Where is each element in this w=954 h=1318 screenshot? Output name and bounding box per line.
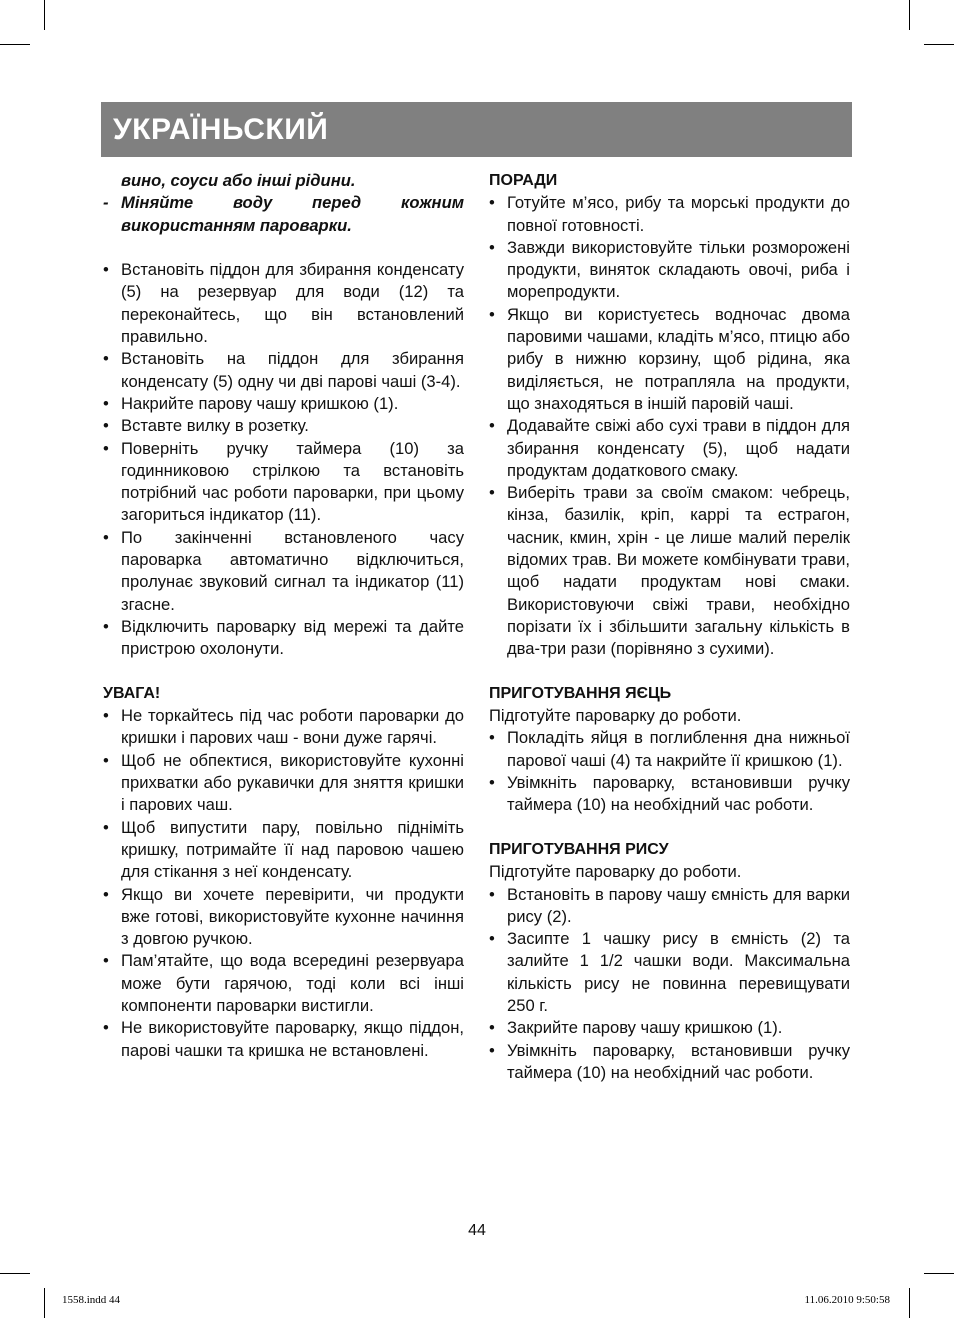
list-item xyxy=(103,750,464,817)
list-item xyxy=(103,616,464,661)
eggs-steps-list xyxy=(489,727,850,816)
crop-mark xyxy=(924,1273,954,1274)
dash-item-text: Міняйте воду перед кожним використанням пароварки. xyxy=(121,193,464,235)
list-item-text: Встановіть на піддон для збирання конденсату (5) одну чи дві парові чаші (3-4). xyxy=(121,349,464,391)
list-item-text: Не використовуйте пароварку, якщо піддон, парові чашки та кришка не встановлені. xyxy=(121,1018,464,1060)
bullet-icon: • xyxy=(489,304,495,324)
spacer xyxy=(489,817,850,839)
rice-intro: Підготуйте пароварку до роботи. xyxy=(489,862,742,882)
bullet-icon: • xyxy=(103,393,109,413)
date-slug: 11.06.2010 9:50:58 xyxy=(804,1294,890,1306)
list-item-text: Увімкніть пароварку, встановивши ручку таймера (10) на необхідний час роботи. xyxy=(507,1040,850,1082)
list-item-text: Відключить пароварку від мережі та дайте пристрою охолонути. xyxy=(121,616,464,659)
page-number: 44 xyxy=(468,1222,486,1239)
file-slug: 1558.indd 44 xyxy=(62,1294,121,1306)
list-item xyxy=(103,348,464,393)
page-title: УКРАЇНЬСКИЙ xyxy=(113,113,329,146)
bullet-icon: • xyxy=(489,1040,495,1060)
warnings-list xyxy=(103,705,464,1062)
list-item-text: Вставте вилку в розетку. xyxy=(121,416,309,436)
language-banner xyxy=(101,102,852,157)
rice-steps-list xyxy=(489,884,850,1085)
list-item-text: Щоб випустити пару, повільно підніміть кришку, потримайте її над паровою чашею для стікання з неї конденсату. xyxy=(121,817,464,882)
bullet-icon: • xyxy=(489,773,495,793)
list-item xyxy=(489,192,850,237)
bullet-icon: • xyxy=(103,260,109,280)
bullet-icon: • xyxy=(103,817,109,837)
tips-list xyxy=(489,192,850,660)
bullet-icon: • xyxy=(489,483,495,503)
list-item-text: Завжди використовуйте тільки розморожені продукти, виняток складають овочі, риба і морепродукти. xyxy=(507,237,850,302)
list-item xyxy=(489,1017,850,1039)
list-item-text: Пам’ятайте, що вода всередині резервуара може бути гарячою, тоді коли всі інші компоненти пароварки вистигли. xyxy=(121,951,464,1015)
list-item xyxy=(489,415,850,482)
crop-mark xyxy=(924,44,954,45)
list-item xyxy=(489,304,850,415)
list-item xyxy=(489,772,850,817)
bullet-icon: • xyxy=(489,1018,495,1038)
list-item-text: По закінченні встановленого часу пароварка автоматично відключиться, пролунає звуковий сигнал та індикатор (11) згасне. xyxy=(121,527,464,614)
crop-mark xyxy=(909,1288,910,1318)
list-item xyxy=(103,950,464,1017)
crop-mark xyxy=(44,0,45,30)
bullet-icon: • xyxy=(103,349,109,369)
list-item xyxy=(489,237,850,304)
list-item-text: Встановіть піддон для збирання конденсату (5) на резервуар для води (12) та переконайтесь, що він встановлений правильно. xyxy=(121,260,464,347)
crop-mark xyxy=(44,1288,45,1318)
bullet-icon: • xyxy=(103,527,109,547)
bullet-icon: • xyxy=(103,884,109,904)
bullet-icon: • xyxy=(103,616,109,636)
bullet-icon: • xyxy=(489,193,495,213)
dash-item xyxy=(103,192,464,237)
list-item xyxy=(103,705,464,750)
list-item-text: Додавайте свіжі або сухі трави в піддон для збирання конденсату (5), щоб надати продуктам додаткового смаку. xyxy=(507,416,850,480)
list-item-text: Не торкайтесь під час роботи пароварки до кришки і парових чаш - вони дуже гарячі. xyxy=(121,706,464,748)
bullet-icon: • xyxy=(103,416,109,436)
list-item xyxy=(103,415,464,437)
list-item-text: Засипте 1 чашку рису в ємність (2) та залийте 1 1/2 чашки води. Максимальна кількість рису не повинна перевищувати 250 г. xyxy=(507,929,850,1015)
list-item xyxy=(103,884,464,951)
list-item xyxy=(489,727,850,772)
bullet-icon: • xyxy=(489,728,495,748)
eggs-heading: ПРИГОТУВАННЯ ЯЄЦЬ xyxy=(489,684,672,702)
bullet-icon: • xyxy=(103,1018,109,1038)
rice-heading: ПРИГОТУВАННЯ РИСУ xyxy=(489,840,669,858)
list-item-text: Готуйте м’ясо, рибу та морські продукти до повної готовності. xyxy=(507,193,850,235)
spacer xyxy=(103,237,464,259)
list-item-text: Якщо ви хочете перевірити, чи продукти вже готові, використовуйте кухонне начиння з довгою ручкою. xyxy=(121,884,464,949)
spacer xyxy=(489,661,850,683)
list-item xyxy=(103,1017,464,1062)
steps-list xyxy=(103,259,464,660)
bullet-icon: • xyxy=(489,884,495,904)
list-item-text: Закрийте парову чашу кришкою (1). xyxy=(507,1018,783,1038)
bullet-icon: • xyxy=(103,706,109,726)
list-item xyxy=(103,438,464,527)
list-item-text: Увімкніть пароварку, встановивши ручку таймера (10) на необхідний час роботи. xyxy=(507,773,850,815)
list-item-text: Щоб не обпектися, використовуйте кухонні прихватки або рукавички для зняття кришки і парових чаш. xyxy=(121,750,464,815)
warning-heading: УВАГА! xyxy=(103,684,161,702)
list-item xyxy=(489,482,850,660)
list-item xyxy=(489,928,850,1017)
spacer xyxy=(103,661,464,683)
list-item-text: Якщо ви користуєтесь водночас двома паровими чашами, кладіть м’ясо, птицю або рибу в нижню корзину, щоб рідина, яка виділяється, не потрапляла на продукти, що знаходяться в іншій паровій чаші. xyxy=(507,304,850,413)
list-item-text: Виберіть трави за своїм смаком: чебрець, кінза, базилік, кріп, каррі та естрагон, часник, кмин, хрін - це лише малий перелік відомих трав. Ви можете комбінувати трави, щоб надати продуктам нові смаки. Використовуючи свіжі трави, необхідно порізати їх і збільшити загальну кількість в два-три рази (порівняно з сухими). xyxy=(507,483,850,659)
list-item xyxy=(103,259,464,348)
bullet-icon: • xyxy=(103,951,109,971)
left-column xyxy=(103,170,464,1062)
bullet-icon: • xyxy=(489,237,495,257)
crop-mark xyxy=(909,0,910,30)
list-item xyxy=(489,1040,850,1085)
right-column xyxy=(489,170,850,1084)
list-item-text: Поверніть ручку таймера (10) за годинниковою стрілкою та встановіть потрібний час роботи пароварки, при цьому загориться індикатор (11). xyxy=(121,438,464,525)
bullet-icon: • xyxy=(103,438,109,458)
bullet-icon: • xyxy=(103,750,109,770)
bullet-icon: • xyxy=(489,416,495,436)
list-item xyxy=(489,884,850,929)
crop-mark xyxy=(0,44,30,45)
list-item-text: Накрийте парову чашу кришкою (1). xyxy=(121,393,399,413)
dash-marker: - xyxy=(103,193,109,213)
list-item-text: Встановіть в парову чашу ємність для варки рису (2). xyxy=(507,884,850,926)
eggs-intro: Підготуйте пароварку до роботи. xyxy=(489,706,742,726)
crop-mark xyxy=(0,1273,30,1274)
list-item xyxy=(103,393,464,415)
bullet-icon: • xyxy=(489,929,495,949)
list-item xyxy=(103,817,464,884)
intro-continuation: вино, соуси або інші рідини. xyxy=(121,171,356,190)
tips-heading: ПОРАДИ xyxy=(489,172,558,189)
list-item-text: Покладіть яйця в поглиблення дна нижньої парової чаші (4) та накрийте її кришкою (1). xyxy=(507,728,850,770)
list-item xyxy=(103,527,464,616)
